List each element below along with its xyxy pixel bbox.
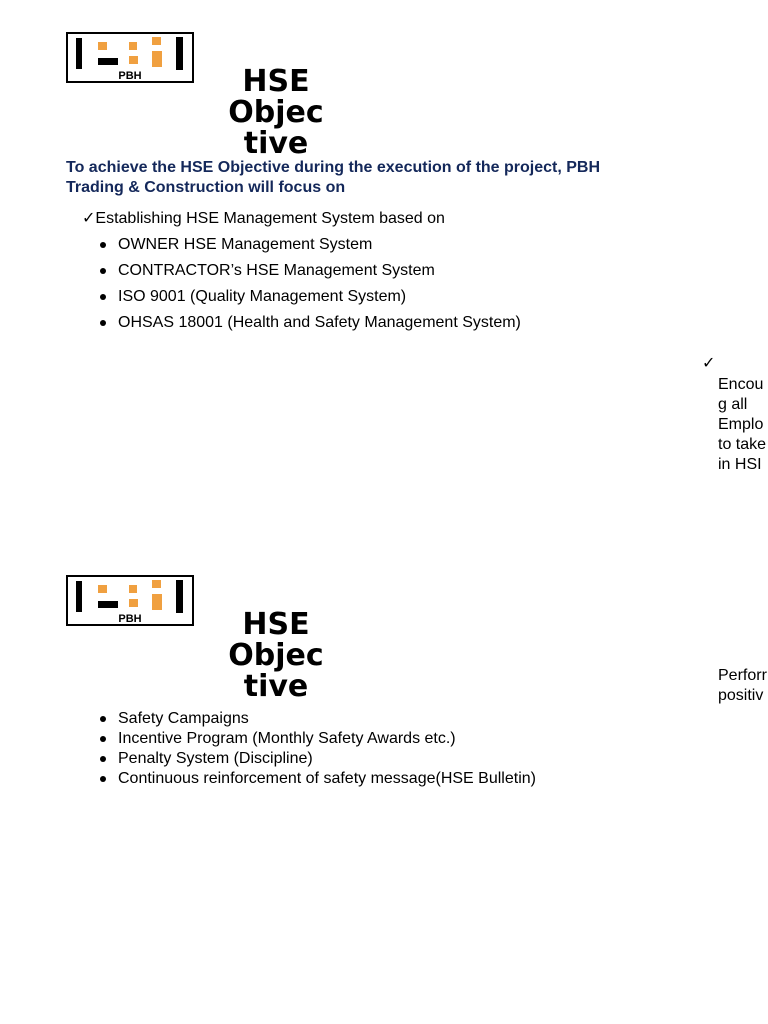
programs-list xyxy=(100,709,536,789)
title-line: Objec xyxy=(228,95,324,130)
title-line: tive xyxy=(243,669,309,704)
slide1-title xyxy=(221,66,331,159)
pbh-logo xyxy=(66,32,194,82)
list-item: OWNER HSE Management System xyxy=(100,232,521,258)
list-item: Penalty System (Discipline) xyxy=(100,749,536,769)
intro-line: Trading & Construction will focus on xyxy=(66,179,346,196)
title-line: Objec xyxy=(228,638,324,673)
intro-line: To achieve the HSE Objective during the execution of the project, PBH xyxy=(66,159,601,176)
side-text-slide2 xyxy=(718,666,767,706)
side-line: in HSI xyxy=(718,456,762,473)
pbh-logo-graphic xyxy=(66,575,194,627)
side-line: to take xyxy=(718,436,767,453)
side-line: positiv xyxy=(718,687,764,704)
pbh-logo-graphic xyxy=(66,32,194,84)
title-line: HSE xyxy=(242,607,310,642)
side-line: Encou xyxy=(718,376,764,393)
list-item: Continuous reinforcement of safety message(HSE Bulletin) xyxy=(100,769,536,789)
intro-paragraph xyxy=(66,158,666,198)
list-item: ISO 9001 (Quality Management System) xyxy=(100,284,521,310)
side-line: Emplo xyxy=(718,416,764,433)
list-item: OHSAS 18001 (Health and Safety Management System) xyxy=(100,310,521,336)
title-line: tive xyxy=(243,126,309,161)
logo-text: PBH xyxy=(118,70,142,82)
check-item xyxy=(82,209,445,229)
side-checkmark-icon: ✓ xyxy=(702,355,716,372)
standards-list xyxy=(100,232,521,336)
slide2-title xyxy=(221,609,331,702)
pbh-logo xyxy=(66,575,194,625)
side-line: Perforr xyxy=(718,667,767,684)
title-line: HSE xyxy=(242,64,310,99)
list-item: Incentive Program (Monthly Safety Awards etc.) xyxy=(100,729,536,749)
side-line: g all xyxy=(718,396,748,413)
side-text-slide1 xyxy=(718,375,766,475)
checkmark-icon: ✓ xyxy=(82,210,96,227)
logo-text: PBH xyxy=(118,613,142,625)
list-item: Safety Campaigns xyxy=(100,709,536,729)
list-item: CONTRACTOR’s HSE Management System xyxy=(100,258,521,284)
check-item-text: Establishing HSE Management System based on xyxy=(95,210,445,227)
